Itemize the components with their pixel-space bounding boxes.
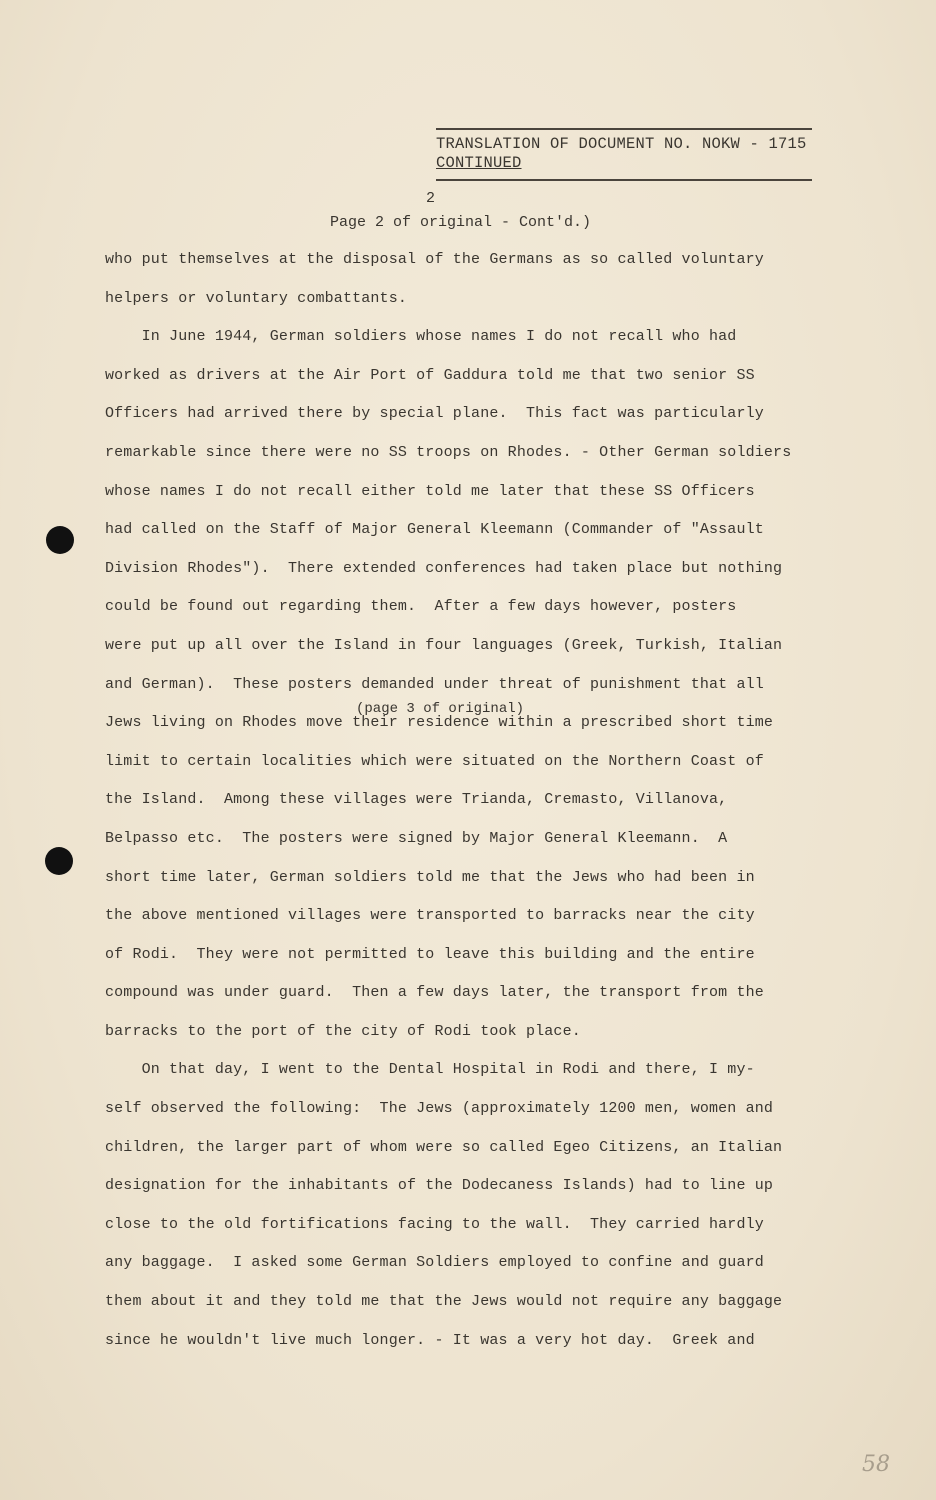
body-line: whose names I do not recall either told me later that these SS Officers bbox=[105, 482, 755, 500]
body-line: Officers had arrived there by special plane. This fact was particularly bbox=[105, 405, 764, 423]
body-line: who put themselves at the disposal of the Germans as so called voluntary bbox=[105, 251, 764, 268]
body-line: were put up all over the Island in four languages (Greek, Turkish, Italian bbox=[105, 636, 783, 654]
body-line: remarkable since there were no SS troops on Rhodes. - Other German soldiers bbox=[105, 443, 792, 461]
punch-hole bbox=[45, 847, 73, 875]
body-text bbox=[105, 250, 845, 1369]
body-line: and German). These posters demanded under threat of punishment that all bbox=[105, 675, 764, 693]
document-title: TRANSLATION OF DOCUMENT NO. NOKW - 1715 bbox=[436, 135, 807, 153]
punch-hole bbox=[46, 526, 74, 554]
body-line: designation for the inhabitants of the Dodecaness Islands) had to line up bbox=[105, 1177, 774, 1195]
body-line: self observed the following: The Jews (approximately 1200 men, women and bbox=[105, 1100, 774, 1118]
body-line: since he wouldn't live much longer. - It was a very hot day. Greek and bbox=[105, 1331, 755, 1349]
body-line: compound was under guard. Then a few days later, the transport from the bbox=[105, 984, 764, 1002]
body-line: limit to certain localities which were situated on the Northern Coast of bbox=[105, 752, 764, 770]
body-line: children, the larger part of whom were so called Egeo Citizens, an Italian bbox=[105, 1138, 783, 1156]
body-line: Belpasso etc. The posters were signed by Major General Kleemann. A bbox=[105, 829, 728, 847]
body-line: In June 1944, German soldiers whose names I do not recall who had bbox=[105, 328, 737, 346]
body-line: barracks to the port of the city of Rodi took place. bbox=[105, 1022, 581, 1040]
document-header bbox=[436, 128, 812, 181]
continued-label: CONTINUED bbox=[436, 154, 522, 172]
original-page-note: Page 2 of original - Cont'd.) bbox=[330, 214, 592, 231]
body-line: the above mentioned villages were transported to barracks near the city bbox=[105, 907, 755, 925]
body-line: close to the old fortifications facing to the wall. They carried hardly bbox=[105, 1215, 764, 1233]
header-rule-top bbox=[436, 128, 812, 130]
body-line: them about it and they told me that the Jews would not require any baggage bbox=[105, 1293, 783, 1311]
body-line: the Island. Among these villages were Trianda, Cremasto, Villanova, bbox=[105, 791, 728, 809]
body-line: of Rodi. They were not permitted to leave this building and the entire bbox=[105, 945, 755, 963]
body-line: short time later, German soldiers told me that the Jews who had been in bbox=[105, 868, 755, 886]
inserted-page-note: (page 3 of original) bbox=[356, 701, 525, 717]
body-line: had called on the Staff of Major General Kleemann (Commander of "Assault bbox=[105, 521, 764, 539]
page-number: 2 bbox=[426, 190, 436, 207]
body-line: any baggage. I asked some German Soldiers employed to confine and guard bbox=[105, 1254, 764, 1272]
margin-page-mark: 58 bbox=[862, 1452, 890, 1477]
header-rule-bottom bbox=[436, 179, 812, 181]
body-line: Division Rhodes"). There extended conferences had taken place but nothing bbox=[105, 559, 783, 577]
body-line: On that day, I went to the Dental Hospital in Rodi and there, I my- bbox=[105, 1061, 755, 1079]
body-line: Jews living on Rhodes move their residence within a prescribed short time bbox=[105, 714, 774, 732]
body-line: worked as drivers at the Air Port of Gaddura told me that two senior SS bbox=[105, 366, 755, 384]
body-line: helpers or voluntary combattants. bbox=[105, 289, 407, 307]
body-line: could be found out regarding them. After a few days however, posters bbox=[105, 598, 737, 616]
